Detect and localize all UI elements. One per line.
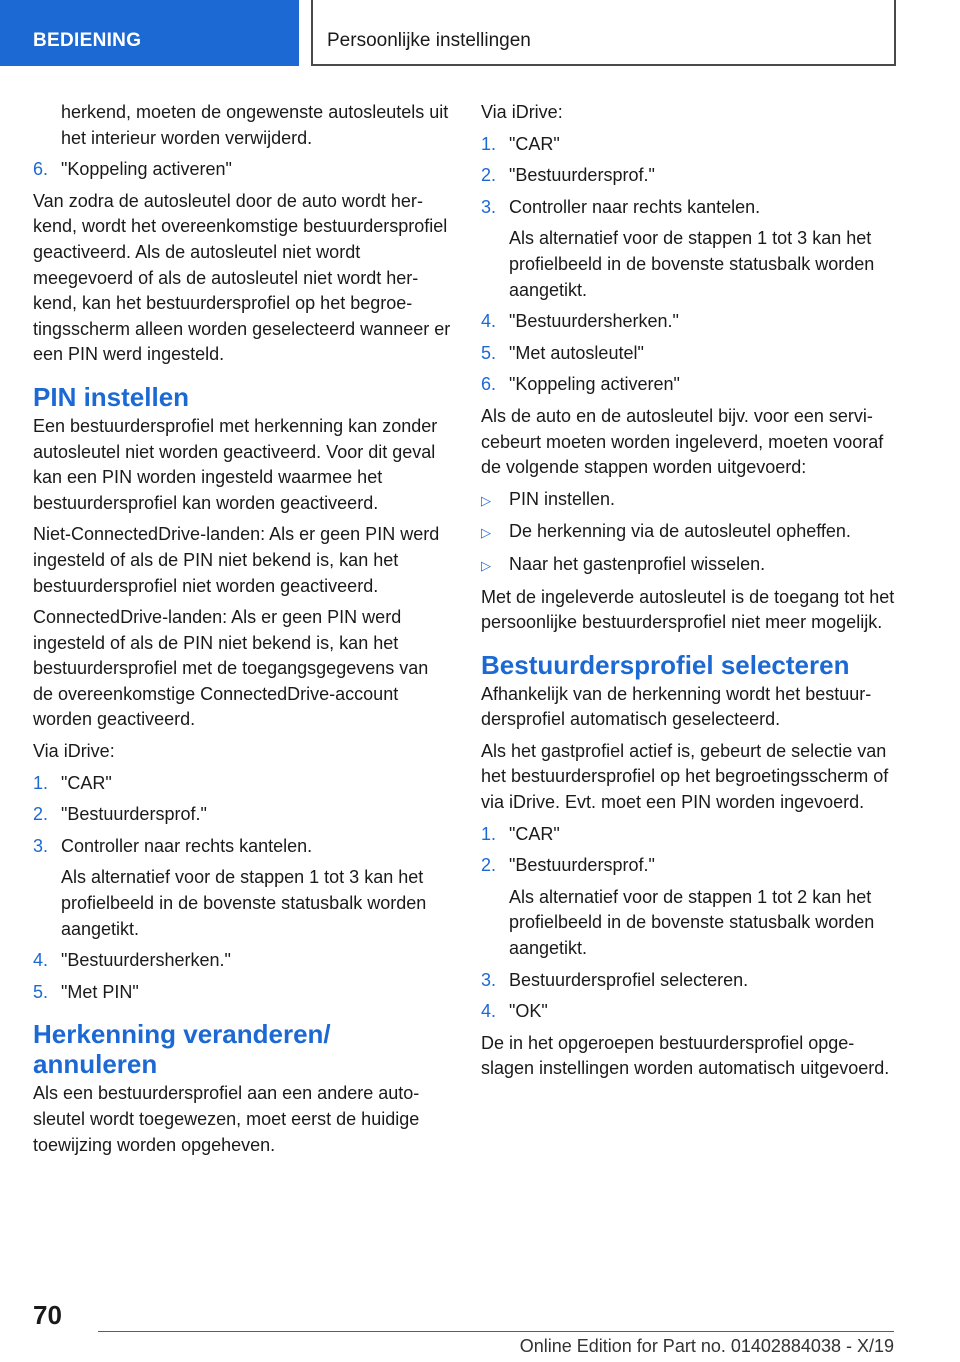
paragraph: Als het gastprofiel actief is, gebeurt de selectie van het bestuurdersprofiel op het begroetingsscherm of via iDrive. Evt. moet een PIN worden ingevoerd. [481, 740, 889, 813]
paragraph: Van zodra de autosleutel door de auto wordt herkend, wordt het overeenkomstige bestuurdersprofiel geactiveerd. Als de autosleutel niet wordt meegevoerd of als de autosleutel niet wordt herkend, kan het bestuurdersprofiel op het begroetingsscherm alleen worden geselecteerd wanneer er een PIN werd ingesteld. [33, 190, 451, 365]
paragraph: Met de ingeleverde autosleutel is de toegang tot het persoonlijke bestuurdersprofiel niet meer mogelijk. [481, 586, 895, 633]
step-text: "Met PIN" [61, 981, 139, 1002]
bullet-text: De herkenning via de autosleutel opheffen. [509, 521, 851, 542]
paragraph: Afhankelijk van de herkenning wordt het bestuurdersprofiel automatisch geselecteerd. [481, 683, 872, 730]
step-text: "Bestuurdersprof." [509, 855, 655, 876]
step-number: 1. [481, 133, 497, 154]
step-number: 6. [33, 159, 49, 180]
step-note: Als alternatief voor de stappen 1 tot 3 kan het profielbeeld in de bovenste statusbalk worden aangetikt. [509, 228, 875, 300]
list-item [33, 771, 451, 797]
step-number: 3. [481, 969, 497, 990]
step-number: 2. [33, 804, 49, 825]
step-number: 4. [481, 311, 497, 332]
bullet-text: Naar het gastenprofiel wisselen. [509, 553, 766, 574]
footer-edition: Online Edition for Part no. 01402884038 - X/19 [519, 1336, 894, 1356]
paragraph: Als een bestuurdersprofiel aan een andere autosleutel wordt toegewezen, moet eerst de huidige toewijzing worden opgeheven. [33, 1083, 420, 1155]
step-number: 4. [33, 950, 49, 971]
step-number: 6. [481, 374, 497, 395]
bullet-item [481, 487, 899, 514]
list-item [33, 802, 451, 828]
step-text: "Bestuurdersherken." [509, 311, 679, 332]
paragraph: Als de auto en de autosleutel bijv. voor een servicebeurt moeten worden ingeleverd, moeten vooraf de volgende stappen worden uitgevoerd: [481, 405, 884, 478]
step-text: "OK" [509, 1001, 548, 1022]
list-item [481, 163, 899, 189]
heading-bestuurdersprofiel-selecteren: Bestuurdersprofiel selecteren [481, 649, 850, 680]
bullet-text: PIN instellen. [509, 488, 616, 509]
list-item [33, 157, 451, 183]
list-item [481, 195, 899, 221]
step-text: "Koppeling activeren" [61, 159, 232, 180]
chapter-title: Persoonlijke instellingen [311, 0, 896, 66]
list-item [481, 968, 899, 994]
step-text: "Met autosleutel" [509, 342, 644, 363]
paragraph: ConnectedDrive-landen: Als er geen PIN werd ingesteld of als de PIN niet bekend is, kan het bestuurdersprofiel met de toegangsgegevens van de overeenkomstige ConnectedDrive-account worden geactiveerd. [33, 607, 429, 730]
triangle-right-icon: ▷ [481, 557, 491, 573]
section-tab: BEDIENING [0, 0, 299, 66]
step-text: "CAR" [61, 772, 112, 793]
step-text: "CAR" [509, 823, 560, 844]
paragraph: Niet-ConnectedDrive-landen: Als er geen PIN werd ingesteld of als de PIN niet bekend is, kan het bestuurdersprofiel niet worden geactiveerd. [33, 524, 440, 596]
step-text: "Bestuurdersherken." [61, 950, 231, 971]
step-text: "CAR" [509, 133, 560, 154]
list-item [481, 372, 899, 398]
step-text: Bestuurdersprofiel selecteren. [509, 969, 749, 990]
paragraph: Via iDrive: [33, 741, 115, 762]
heading-herkenning-veranderen: Herkenning veranderen/ annuleren [33, 1019, 331, 1080]
step-number: 3. [481, 196, 497, 217]
list-item [481, 999, 899, 1025]
bullet-item [481, 552, 899, 579]
list-item [33, 948, 451, 974]
step-number: 2. [481, 165, 497, 186]
paragraph: De in het opgeroepen bestuurdersprofiel opgeslagen instellingen worden automatisch uitgevoerd. [481, 1032, 890, 1079]
step-note: Als alternatief voor de stappen 1 tot 2 kan het profielbeeld in de bovenste statusbalk worden aangetikt. [509, 886, 875, 959]
step-number: 2. [481, 855, 497, 876]
step-number: 5. [481, 342, 497, 363]
step-number: 5. [33, 981, 49, 1002]
page-header [0, 0, 960, 66]
step-text: "Koppeling activeren" [509, 374, 680, 395]
right-column [481, 100, 899, 1088]
step-note: Als alternatief voor de stappen 1 tot 3 kan het profielbeeld in de bovenste statusbalk worden aangetikt. [61, 867, 427, 939]
heading-pin-instellen: PIN instellen [33, 381, 190, 412]
step-number: 1. [481, 823, 497, 844]
bullet-item [481, 519, 899, 546]
list-item [481, 822, 899, 848]
list-item [481, 309, 899, 335]
list-item [33, 980, 451, 1006]
step-number: 4. [481, 1001, 497, 1022]
step-number: 3. [33, 835, 49, 856]
continued-text: herkend, moeten de ongewenste autosleutels uit het interieur worden verwijderd. [61, 102, 449, 148]
list-item [33, 834, 451, 860]
left-column [33, 100, 451, 1164]
page-number: 70 [33, 1300, 62, 1330]
step-text: Controller naar rechts kantelen. [509, 196, 761, 217]
step-text: "Bestuurdersprof." [61, 804, 207, 825]
step-text: Controller naar rechts kantelen. [61, 835, 313, 856]
list-item [481, 132, 899, 158]
list-item [481, 853, 899, 879]
step-number: 1. [33, 772, 49, 793]
step-text: "Bestuurdersprof." [509, 165, 655, 186]
list-item [481, 341, 899, 367]
triangle-right-icon: ▷ [481, 492, 491, 508]
paragraph: Via iDrive: [481, 102, 563, 122]
triangle-right-icon: ▷ [481, 525, 491, 541]
footer-divider [98, 1331, 894, 1332]
paragraph: Een bestuurdersprofiel met herkenning kan zonder autosleutel niet worden geactiveerd. Voor dit geval kan een PIN worden ingesteld waarmee het bestuurdersprofiel kan worden geactiveerd. [33, 415, 438, 513]
